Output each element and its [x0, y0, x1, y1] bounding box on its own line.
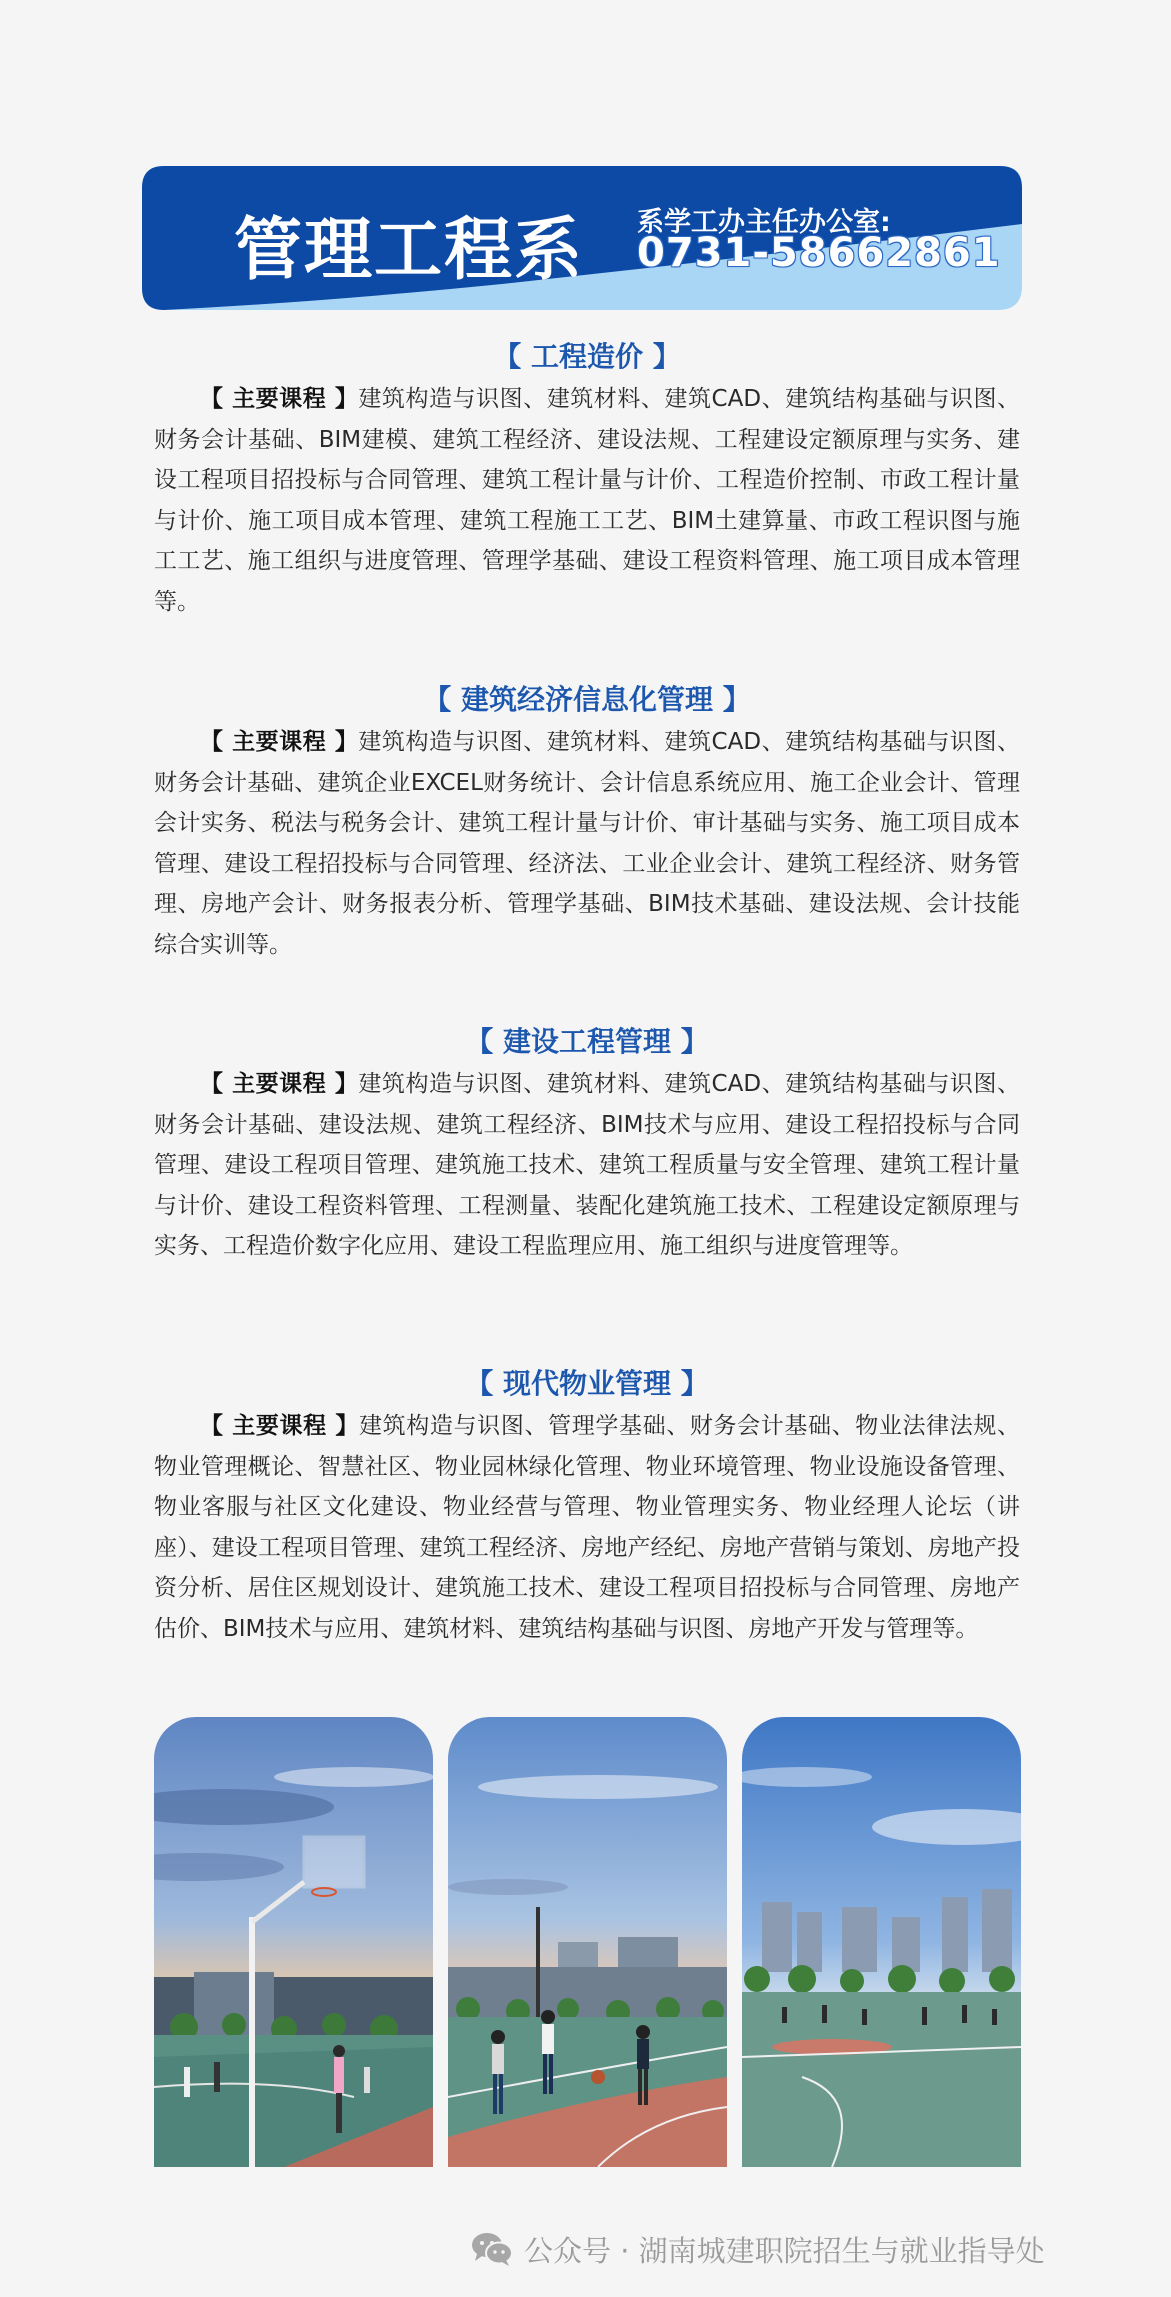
section-body	[154, 379, 1020, 622]
course-list: 建筑构造与识图、建筑材料、建筑CAD、建筑结构基础与识图、财务会计基础、建筑企业EXCEL财务统计、会计信息系统应用、施工企业会计、管理会计实务、税法与税务会计、建筑工程计量与计价、审计基础与实务、施工项目成本管理、建设工程招投标与合同管理、经济法、工业企业会计、建筑工程经济、财务管理、房地产会计、财务报表分析、管理学基础、BIM技术基础、建设法规、会计技能综合实训等。	[154, 729, 1021, 958]
course-label: 【 主要课程 】	[200, 1071, 359, 1097]
course-label: 【 主要课程 】	[200, 729, 359, 755]
section-heading: 【 工程造价 】	[493, 340, 681, 373]
section-heading: 【 建筑经济信息化管理 】	[423, 683, 751, 716]
campus-photo-1	[154, 1717, 433, 2167]
wechat-icon	[470, 2229, 514, 2269]
course-list: 建筑构造与识图、建筑材料、建筑CAD、建筑结构基础与识图、财务会计基础、BIM建模、建筑工程经济、建设法规、工程建设定额原理与实务、建设工程项目招投标与合同管理、建筑工程计量与计价、工程造价控制、市政工程计量与计价、施工项目成本管理、建筑工程施工工艺、BIM土建算量、市政工程识图与施工工艺、施工组织与进度管理、管理学基础、建设工程资料管理、施工项目成本管理等。	[154, 386, 1021, 615]
section-body	[154, 722, 1020, 965]
course-list: 建筑构造与识图、管理学基础、财务会计基础、物业法律法规、物业管理概论、智慧社区、物业园林绿化管理、物业环境管理、物业设施设备管理、物业客服与社区文化建设、物业经营与管理、物业管理实务、物业经理人论坛（讲座）、建设工程项目管理、建筑工程经济、房地产经纪、房地产营销与策划、房地产投资分析、居住区规划设计、建筑施工技术、建设工程项目招投标与合同管理、房地产估价、BIM技术与应用、建筑材料、建筑结构基础与识图、房地产开发与管理等。	[154, 1413, 1021, 1642]
section-cost-engineering	[154, 337, 1020, 622]
section-body	[154, 1064, 1020, 1267]
section-construction-economics	[154, 680, 1020, 965]
course-label: 【 主要课程 】	[200, 1413, 360, 1439]
department-banner	[142, 166, 1022, 310]
office-phone: 0731-58662861	[637, 230, 1001, 276]
department-title: 管理工程系	[234, 211, 585, 290]
section-heading: 【 现代物业管理 】	[465, 1367, 709, 1400]
section-body	[154, 1406, 1020, 1649]
campus-photo-2	[448, 1717, 727, 2167]
section-heading: 【 建设工程管理 】	[465, 1025, 709, 1058]
course-label: 【 主要课程 】	[200, 386, 359, 412]
section-construction-management	[154, 1022, 1020, 1267]
footer-text: 公众号 · 湖南城建职院招生与就业指导处	[524, 2233, 1045, 2268]
office-label: 系学工办主任办公室:	[637, 207, 891, 238]
section-property-management	[154, 1364, 1020, 1649]
campus-photo-3	[742, 1717, 1021, 2167]
course-list: 建筑构造与识图、建筑材料、建筑CAD、建筑结构基础与识图、财务会计基础、建设法规、建筑工程经济、BIM技术与应用、建设工程招投标与合同管理、建设工程项目管理、建筑施工技术、建筑工程质量与安全管理、建筑工程计量与计价、建设工程资料管理、工程测量、装配化建筑施工技术、工程建设定额原理与实务、工程造价数字化应用、建设工程监理应用、施工组织与进度管理等。	[154, 1071, 1021, 1259]
footer-account	[470, 2229, 1045, 2269]
